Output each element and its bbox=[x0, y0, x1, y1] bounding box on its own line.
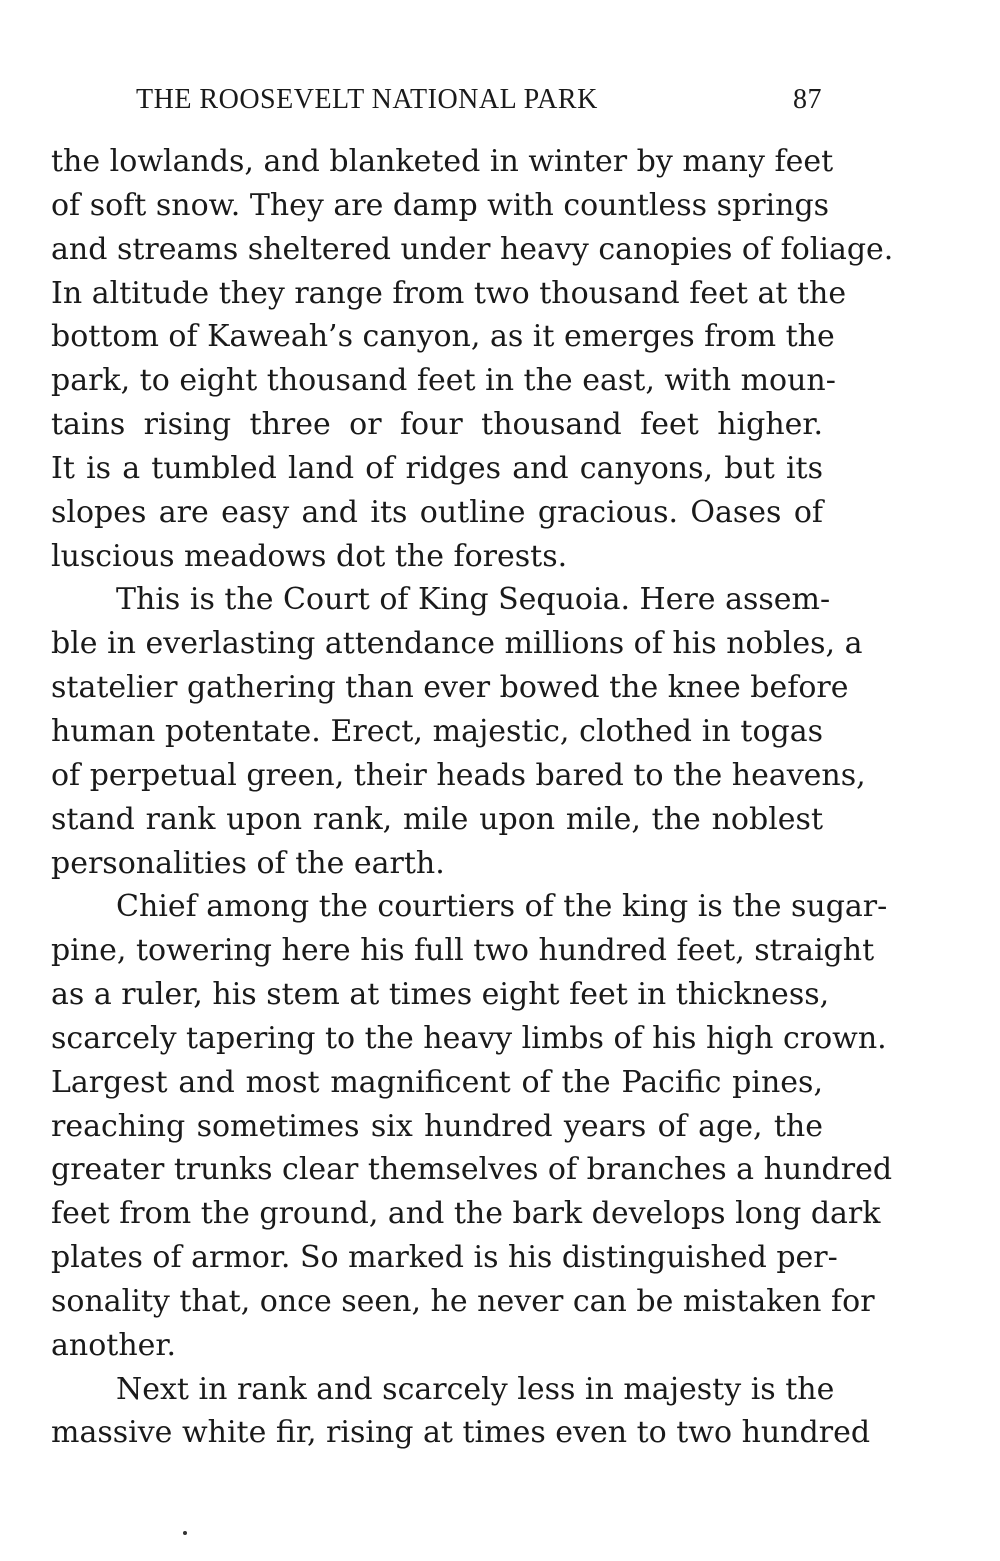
print-speck bbox=[183, 1531, 187, 1535]
paragraph bbox=[51, 578, 866, 885]
text-line: sonality that, once seen, he never can be mistaken for bbox=[51, 1283, 875, 1319]
text-line: In altitude they range from two thousand feet at the bbox=[51, 275, 847, 311]
text-line: another. bbox=[51, 1327, 176, 1363]
paragraph bbox=[51, 885, 893, 1367]
page-number: 87 bbox=[793, 84, 822, 115]
text-line: ble in everlasting attendance millions of his nobles, a bbox=[51, 626, 863, 662]
text-line: scarcely tapering to the heavy limbs of his high crown. bbox=[51, 1020, 887, 1056]
running-head bbox=[51, 78, 826, 128]
text-line: and streams sheltered under heavy canopies of foliage. bbox=[51, 231, 894, 267]
body-text bbox=[51, 140, 894, 1455]
text-line: tains rising three or four thousand feet higher. bbox=[51, 407, 823, 443]
text-line: the lowlands, and blanketed in winter by many feet bbox=[51, 144, 834, 179]
text-line: luscious meadows dot the forests. bbox=[51, 538, 568, 574]
text-line: stand rank upon rank, mile upon mile, the noblest bbox=[51, 801, 823, 837]
text-line: reaching sometimes six hundred years of age, the bbox=[51, 1108, 823, 1144]
text-line: greater trunks clear themselves of branches a hundred bbox=[51, 1152, 893, 1188]
text-line: statelier gathering than ever bowed the knee before bbox=[51, 670, 849, 706]
text-line: This is the Court of King Sequoia. Here assem- bbox=[116, 582, 831, 618]
text-line: personalities of the earth. bbox=[51, 845, 445, 881]
text-line: massive white fir, rising at times even to two hundred bbox=[51, 1415, 871, 1451]
paragraph bbox=[51, 140, 894, 578]
text-line: Chief among the courtiers of the king is the sugar- bbox=[116, 889, 888, 925]
text-line: human potentate. Erect, majestic, clothed in togas bbox=[51, 713, 823, 749]
text-line: of soft snow. They are damp with countless springs bbox=[51, 187, 830, 223]
text-line: plates of armor. So marked is his distinguished per- bbox=[51, 1240, 838, 1276]
text-line: bottom of Kaweah’s canyon, as it emerges from the bbox=[51, 319, 835, 355]
text-line: as a ruler, his stem at times eight feet in thickness, bbox=[51, 977, 830, 1013]
text-line: slopes are easy and its outline gracious. Oases of bbox=[51, 494, 823, 530]
text-line: of perpetual green, their heads bared to the heavens, bbox=[51, 757, 866, 793]
running-head-title: THE ROOSEVELT NATIONAL PARK bbox=[136, 84, 598, 115]
text-line: pine, towering here his full two hundred feet, straight bbox=[51, 933, 875, 969]
text-line: Next in rank and scarcely less in majesty is the bbox=[116, 1371, 835, 1407]
paragraph bbox=[51, 1368, 871, 1456]
text-line: park, to eight thousand feet in the east, with moun- bbox=[51, 363, 836, 399]
text-line: feet from the ground, and the bark develops long dark bbox=[51, 1196, 881, 1232]
text-line: It is a tumbled land of ridges and canyons, but its bbox=[51, 450, 823, 486]
text-line: Largest and most magnificent of the Pacific pines, bbox=[51, 1064, 823, 1100]
